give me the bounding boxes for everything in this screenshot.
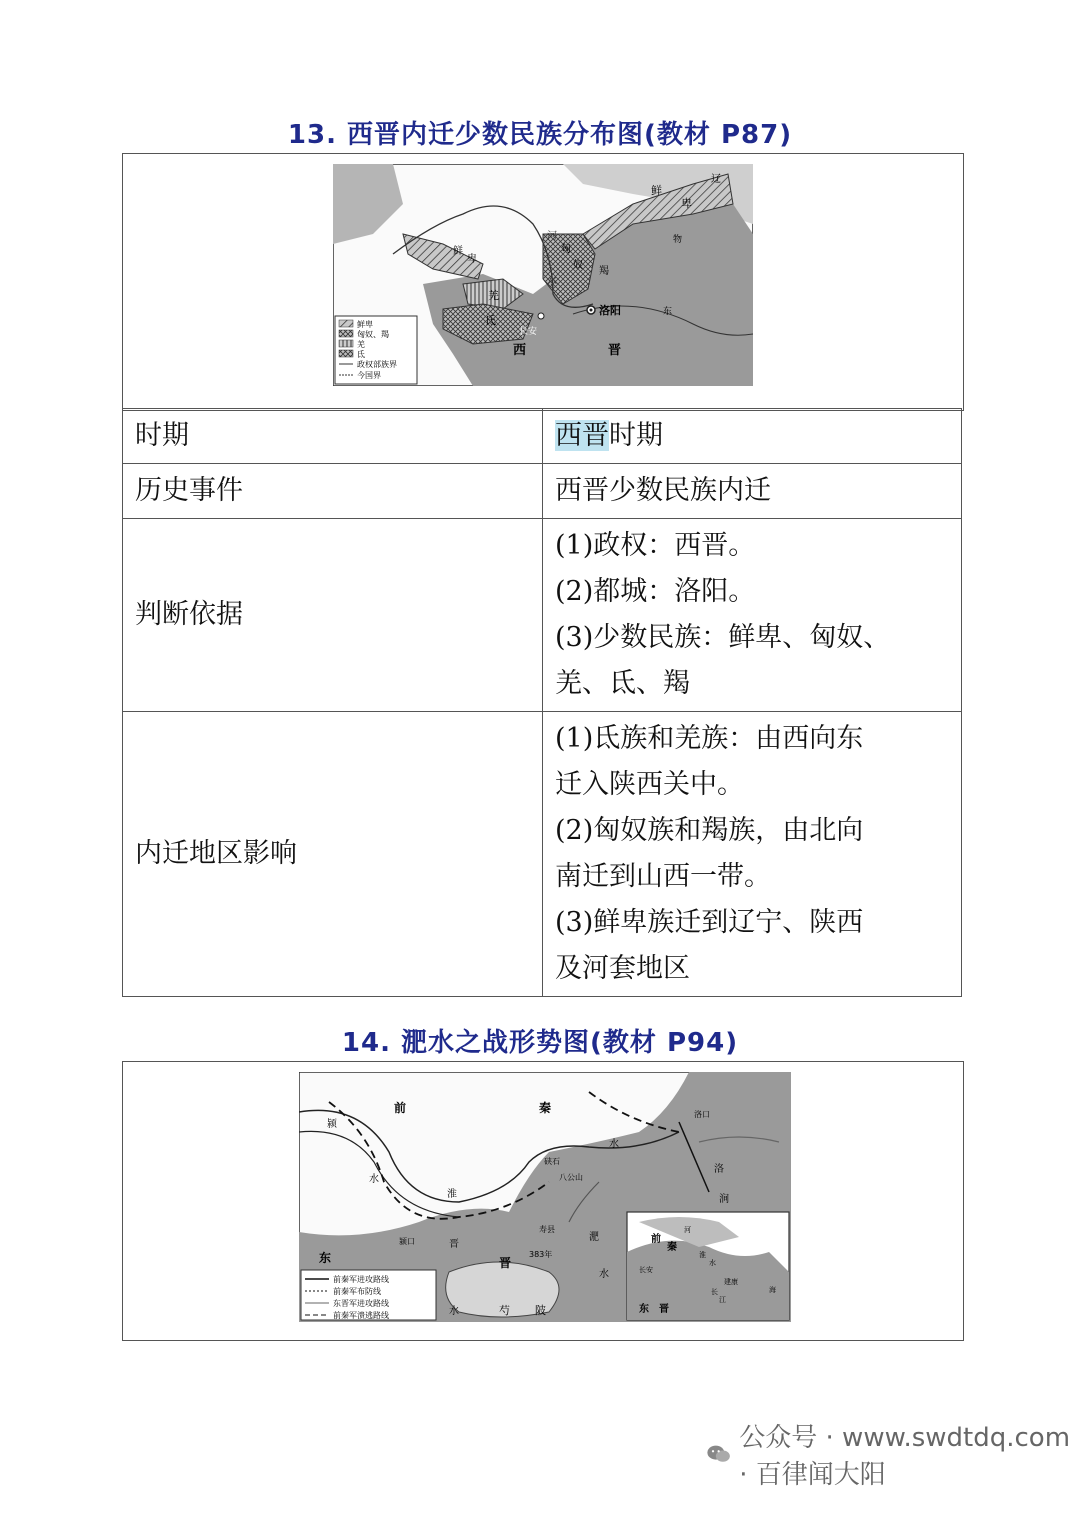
label-yingkou: 颍口 bbox=[399, 1237, 415, 1246]
label-river-he: 河 bbox=[547, 231, 557, 242]
impact-line: 迁入陕西关中。 bbox=[555, 769, 744, 800]
row-value-basis bbox=[543, 519, 962, 712]
label-shui-b: 水 bbox=[449, 1306, 459, 1317]
section13-title: 13. 西晋内迁少数民族分布图(教材 P87) bbox=[287, 120, 793, 150]
row-value-impact bbox=[543, 712, 962, 997]
watermark bbox=[706, 1423, 1080, 1490]
inset-qin: 秦 bbox=[667, 1242, 677, 1253]
basis-line: (1)政权：西晋。 bbox=[555, 530, 756, 561]
label-xian-w: 鲜 bbox=[453, 246, 463, 257]
section14-map-cell bbox=[122, 1061, 964, 1341]
row-label-period: 时期 bbox=[123, 409, 543, 464]
table-row bbox=[123, 409, 962, 464]
label-huai2: 水 bbox=[609, 1139, 619, 1150]
row-value-period bbox=[543, 409, 962, 464]
label-jin-a: 晋 bbox=[449, 1239, 459, 1250]
label-qian: 前 bbox=[394, 1101, 407, 1115]
label-jie: 羯 bbox=[599, 266, 609, 277]
label-po: 陂 bbox=[535, 1304, 546, 1317]
inset-he: 河 bbox=[684, 1226, 691, 1234]
row-value-event: 西晋少数民族内迁 bbox=[543, 464, 962, 519]
label-bei-n: 卑 bbox=[681, 197, 692, 210]
inset-shui: 水 bbox=[709, 1259, 716, 1267]
label-liao: 辽 bbox=[711, 174, 721, 185]
label-qiang: 羌 bbox=[488, 289, 499, 302]
row-label-event: 历史事件 bbox=[123, 464, 543, 519]
legend13-2: 羌 bbox=[357, 340, 365, 349]
legend13-3: 氐 bbox=[357, 350, 365, 359]
table-row bbox=[123, 464, 962, 519]
western-jin-migration-map bbox=[333, 164, 753, 386]
basis-line: (2)都城：洛阳。 bbox=[555, 576, 756, 607]
period-suffix: 时期 bbox=[609, 420, 663, 451]
label-xi: 西 bbox=[513, 343, 527, 358]
label-huai1: 淮 bbox=[447, 1189, 457, 1200]
label-fei2: 水 bbox=[599, 1269, 609, 1280]
table-row bbox=[123, 712, 962, 997]
label-nu: 奴 bbox=[573, 260, 583, 271]
inset-hai: 海 bbox=[769, 1286, 776, 1294]
legend14-1: 前秦军布防线 bbox=[333, 1287, 381, 1296]
label-luokou: 洛口 bbox=[694, 1110, 710, 1119]
section13-map-cell bbox=[122, 153, 964, 411]
legend14-0: 前秦军进攻路线 bbox=[333, 1275, 389, 1284]
feishui-battle-map bbox=[299, 1072, 791, 1322]
impact-line: 及河套地区 bbox=[555, 953, 690, 984]
section13-legend bbox=[335, 316, 417, 384]
legend13-0: 鲜卑 bbox=[357, 320, 373, 329]
legend13-1: 匈奴、羯 bbox=[357, 330, 389, 339]
basis-line: (3)少数民族：鲜卑、匈奴、 bbox=[555, 622, 891, 653]
label-year: 383年 bbox=[529, 1250, 553, 1259]
label-jin: 晋 bbox=[608, 343, 622, 358]
impact-line: (1)氐族和羌族：由西向东 bbox=[555, 723, 864, 754]
inset-qian: 前 bbox=[651, 1234, 661, 1245]
inset-chang: 长 bbox=[711, 1288, 718, 1296]
label-river-shui: 水 bbox=[547, 276, 557, 287]
label-jin-b: 晋 bbox=[499, 1256, 512, 1270]
basis-line: 羌、氐、羯 bbox=[555, 668, 690, 699]
label-shouxian: 寿县 bbox=[539, 1225, 555, 1234]
label-ying1: 颍 bbox=[327, 1119, 337, 1130]
section13-info-table bbox=[122, 408, 962, 997]
label-ying2: 水 bbox=[369, 1174, 379, 1185]
label-xiashi: 硖石 bbox=[544, 1157, 560, 1166]
table-row bbox=[123, 519, 962, 712]
label-shao: 芍 bbox=[499, 1304, 510, 1317]
legend14-2: 东晋军进攻路线 bbox=[333, 1299, 389, 1308]
label-bei-w: 卑 bbox=[467, 254, 477, 265]
label-fei1: 淝 bbox=[589, 1232, 599, 1243]
impact-line: 南迁到山西一带。 bbox=[555, 861, 771, 892]
impact-line: (2)匈奴族和羯族，由北向 bbox=[555, 815, 864, 846]
impact-line: (3)鲜卑族迁到辽宁、陕西 bbox=[555, 907, 864, 938]
inset-map bbox=[627, 1212, 789, 1320]
legend13-4: 政权部族界 bbox=[357, 360, 397, 369]
inset-changan: 长安 bbox=[639, 1266, 653, 1274]
label-jian: 涧 bbox=[719, 1194, 729, 1205]
label-qin: 秦 bbox=[539, 1101, 552, 1115]
label-xiong: 匈 bbox=[561, 244, 571, 255]
row-label-impact: 内迁地区影响 bbox=[123, 712, 543, 997]
label-di: 氐 bbox=[485, 314, 496, 327]
label-xian-n: 鲜 bbox=[651, 184, 662, 197]
label-dong: 东 bbox=[319, 1251, 332, 1265]
inset-huai: 淮 bbox=[699, 1251, 706, 1259]
section14-title: 14. 淝水之战形势图(教材 P94) bbox=[341, 1028, 739, 1058]
inset-dong: 东 bbox=[639, 1304, 649, 1315]
label-dong: 东 bbox=[663, 307, 673, 317]
label-bagong: 八公山 bbox=[559, 1173, 583, 1182]
highlight-western-jin: 西晋 bbox=[555, 420, 609, 451]
label-changan: 长安 bbox=[519, 327, 538, 337]
inset-jin: 晋 bbox=[659, 1304, 669, 1315]
inset-jiang: 江 bbox=[719, 1296, 726, 1304]
row-label-basis: 判断依据 bbox=[123, 519, 543, 712]
inset-jiankang: 建康 bbox=[724, 1278, 738, 1286]
label-luoyang: 洛阳 bbox=[599, 304, 621, 317]
watermark-text: 公众号 · www.swdtdq.com · 百律闻大阳 bbox=[739, 1423, 1071, 1490]
legend13-5: 今国界 bbox=[357, 371, 381, 380]
wechat-icon bbox=[706, 1439, 731, 1469]
label-luo: 洛 bbox=[714, 1164, 724, 1175]
label-wu: 物 bbox=[673, 235, 683, 245]
section14-legend bbox=[301, 1270, 436, 1320]
legend14-3: 前秦军溃逃路线 bbox=[333, 1311, 389, 1320]
